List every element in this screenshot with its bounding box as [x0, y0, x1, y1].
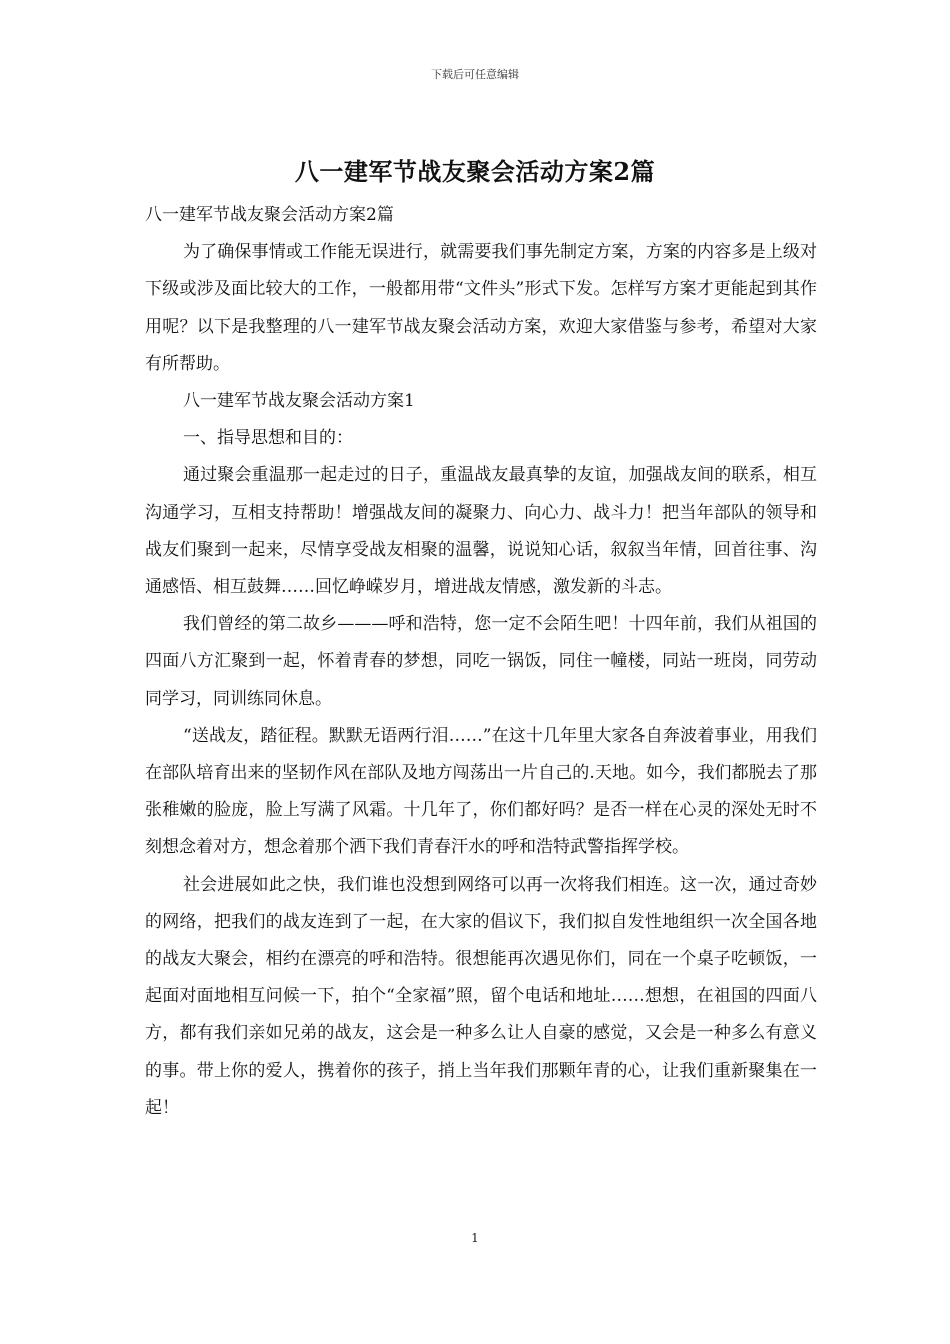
body-paragraph: 我们曾经的第二故乡———呼和浩特，您一定不会陌生吧！十四年前，我们从祖国的四面八方汇聚到一起，怀着青春的梦想，同吃一锅饭，同住一幢楼，同站一班岗，同劳动同学习，同训练同休息。: [145, 614, 817, 709]
section-heading: 八一建军节战友聚会活动方案1: [183, 391, 415, 412]
subsection-heading: 一、指导思想和目的：: [183, 428, 353, 449]
body-paragraph: 社会进展如此之快，我们谁也没想到网络可以再一次将我们相连。这一次，通过奇妙的网络，把我们的战友连到了一起，在大家的倡议下，我们拟自发性地组织一次全国各地的战友大聚会，相约在漂亮的呼和浩特。很想能再次遇见你们，同在一个桌子吃顿饭，一起面对面地相互问候一下，拍个“全家福”照，留个电话和地址……想想，在祖国的四面八方，都有我们亲如兄弟的战友，这会是一种多么让人自豪的感觉，又会是一种多么有意义的事。带上你的爱人，携着你的孩子，捎上当年我们那颗年青的心，让我们重新聚集在一起！: [145, 874, 817, 1118]
document-body: [145, 197, 817, 1127]
intro-paragraph: 为了确保事情或工作能无误进行，就需要我们事先制定方案，方案的内容多是上级对下级或涉及面比较大的工作，一般都用带“文件头”形式下发。怎样写方案才更能起到其作用呢？以下是我整理的八一建军节战友聚会活动方案，欢迎大家借鉴与参考，希望对大家有所帮助。: [145, 242, 817, 374]
body-paragraph: 通过聚会重温那一起走过的日子，重温战友最真挚的友谊，加强战友间的联系，相互沟通学习，互相支持帮助！增强战友间的凝聚力、向心力、战斗力！把当年部队的领导和战友们聚到一起来，尽情享受战友相聚的温馨，说说知心话，叙叙当年情，回首往事、沟通感悟、相互鼓舞……回忆峥嵘岁月，增进战友情感，激发新的斗志。: [145, 465, 817, 598]
page-header: 下载后可任意编辑: [431, 68, 519, 81]
subtitle-paragraph: 八一建军节战友聚会活动方案2篇: [145, 205, 394, 225]
page-number: 1: [471, 1231, 479, 1245]
body-paragraph: “送战友，踏征程。默默无语两行泪……”在这十几年里大家各自奔波着事业，用我们在部队培育出来的坚韧作风在部队及地方闯荡出一片自己的.天地。如今，我们都脱去了那张稚嫩的脸庞，脸上写满了风霜。十几年了，你们都好吗？是否一样在心灵的深处无时不刻想念着对方，想念着那个洒下我们青春汗水的呼和浩特武警指挥学校。: [145, 725, 817, 858]
document-title: 八一建军节战友聚会活动方案2篇: [294, 157, 656, 186]
